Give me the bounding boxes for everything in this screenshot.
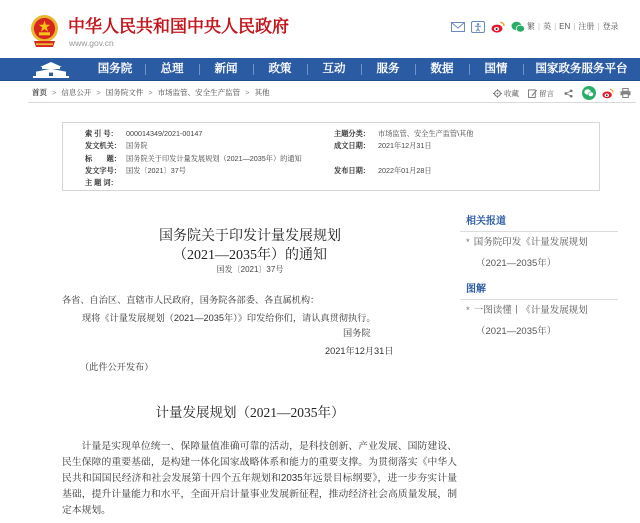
meta-row <box>63 140 599 152</box>
breadcrumb-home[interactable]: 首页 <box>32 88 47 97</box>
written-date-label: 成文日期： <box>334 141 370 151</box>
related-report-link[interactable] <box>466 232 588 274</box>
meta-row <box>63 128 599 140</box>
bullet: * <box>466 237 470 248</box>
salutation: 各省、自治区、直辖市人民政府，国务院各部委、各直属机构： <box>62 295 320 305</box>
site-title[interactable]: 中华人民共和国中央人民政府 <box>68 17 289 36</box>
favorite-button[interactable]: 收藏 <box>504 88 519 98</box>
issuing-authority-value: 国务院 <box>126 141 148 151</box>
instruction-text: 现将《计量发展规划（2021—2035年）》印发给你们，请认真贯彻执行。 <box>82 313 376 323</box>
link-separator: | <box>597 22 600 31</box>
register-link[interactable]: 注册 <box>578 22 595 31</box>
nav-item-state-council[interactable]: 国务院 <box>97 63 133 75</box>
breadcrumb-separator: > <box>52 88 57 97</box>
breadcrumb-state-council-docs[interactable]: 国务院文件 <box>105 88 144 97</box>
meta-row <box>63 177 599 189</box>
plan-title: 计量发展规划（2021—2035年） <box>155 405 345 420</box>
nav-item-interaction[interactable]: 互动 <box>307 58 361 80</box>
favorite-icon[interactable] <box>493 89 502 98</box>
bullet: * <box>466 305 470 316</box>
breadcrumb-other[interactable]: 其他 <box>254 88 270 97</box>
nav-item-gov-service-platform[interactable]: 国家政务服务平台 <box>523 58 640 80</box>
wechat-share-icon[interactable] <box>582 86 596 100</box>
publish-date-label: 发布日期： <box>334 165 370 175</box>
doc-title-label: 标 题： <box>85 153 121 163</box>
publish-date-value: 2022年01月28日 <box>378 165 432 175</box>
mail-icon[interactable] <box>451 21 465 33</box>
doc-title-value: 国务院关于印发计量发展规划（2021—2035年）的通知 <box>126 153 302 163</box>
nav-item-policy[interactable]: 政策 <box>253 58 307 80</box>
link-separator: | <box>573 22 576 31</box>
main-nav <box>0 58 640 81</box>
document-number-value: 国发〔2021〕37号 <box>126 165 186 175</box>
link-line <box>466 300 588 321</box>
breadcrumb-separator: > <box>148 88 153 97</box>
en-link[interactable]: EN <box>559 22 571 31</box>
related-reports-heading: 相关报道 <box>466 216 506 227</box>
breadcrumb-separator: > <box>96 88 101 97</box>
subject-category-value: 市场监管、安全生产监管\其他 <box>378 129 474 138</box>
link-text: （2021—2035年） <box>476 258 557 269</box>
site-domain: www.gov.cn <box>69 38 114 48</box>
document-number-label: 发文字号： <box>85 165 121 175</box>
body-paragraph: 计量是实现单位统一、保障量值准确可靠的活动，是科技创新、产业发展、国防建设、民生保障的重要基础，是构建一体化国家战略体系和能力的重要支撑。为贯彻落实《中华人民共和国国民经济和社会发展第十四个五年规划和2035年远景目标纲要》，进一步夯实计量基础，提升计量能力和水平，全面开启计量事业发展新征程，推动经济社会高质量发展，制定本规划。 <box>62 441 457 516</box>
signature-date: 2021年12月31日 <box>325 346 394 356</box>
message-button[interactable]: 留言 <box>539 88 554 98</box>
header-links <box>527 21 618 32</box>
infographic-link[interactable] <box>466 300 588 342</box>
nav-item-national-conditions[interactable]: 国情 <box>469 58 523 80</box>
print-icon[interactable] <box>620 88 631 98</box>
tiananmen-icon[interactable] <box>32 61 70 78</box>
index-number-label: 索 引 号： <box>85 129 118 138</box>
link-line <box>466 232 588 253</box>
page-title <box>50 227 450 265</box>
meta-row <box>63 165 599 177</box>
meta-row <box>63 153 599 165</box>
english-link[interactable]: 英 <box>543 22 552 31</box>
link-text: 一图读懂丨《计量发展规划 <box>473 305 588 316</box>
weibo-share-icon[interactable] <box>602 88 614 99</box>
weibo-icon[interactable] <box>491 21 505 33</box>
nav-items <box>85 58 640 80</box>
breadcrumb <box>32 87 270 98</box>
login-link[interactable]: 登录 <box>602 22 619 31</box>
link-separator: | <box>554 22 557 31</box>
share-icon[interactable] <box>564 89 573 98</box>
nav-item-data[interactable]: 数据 <box>415 58 469 80</box>
breadcrumb-info-disclosure[interactable]: 信息公开 <box>61 88 92 97</box>
header-icon-bar <box>451 20 531 33</box>
publicity-note: （此件公开发布） <box>80 362 154 372</box>
national-emblem-icon[interactable] <box>30 14 59 49</box>
page-tools <box>493 86 631 100</box>
link-separator: | <box>538 22 541 31</box>
breadcrumb-market-regulation[interactable]: 市场监管、安全生产监管 <box>157 88 241 97</box>
traditional-chinese-link[interactable]: 繁 <box>527 22 535 31</box>
document-info-box <box>62 122 600 191</box>
accessibility-icon[interactable] <box>471 21 485 33</box>
issuing-authority-label: 发文机关： <box>85 141 121 151</box>
breadcrumb-separator: > <box>245 88 250 97</box>
subject-category-label: 主题分类： <box>334 129 370 138</box>
nav-item-news[interactable]: 新闻 <box>199 58 253 80</box>
page-title-line: 国务院关于印发计量发展规划 <box>159 229 341 244</box>
message-icon[interactable] <box>528 89 537 98</box>
wechat-icon[interactable] <box>511 21 525 33</box>
index-number-value: 000014349/2021-00147 <box>126 129 203 138</box>
page-title-line: （2021—2035年）的通知 <box>173 248 327 263</box>
document-number: 国发〔2021〕37号 <box>216 265 284 274</box>
written-date-value: 2021年12月31日 <box>378 141 432 151</box>
link-text: 国务院印发《计量发展规划 <box>473 237 588 248</box>
breadcrumb-divider <box>28 102 636 103</box>
signatory: 国务院 <box>343 328 371 338</box>
keywords-label: 主 题 词： <box>85 178 118 188</box>
nav-item-services[interactable]: 服务 <box>361 58 415 80</box>
link-text: （2021—2035年） <box>476 326 557 337</box>
infographic-heading: 图解 <box>466 284 486 295</box>
nav-item-premier[interactable]: 总理 <box>145 58 199 80</box>
